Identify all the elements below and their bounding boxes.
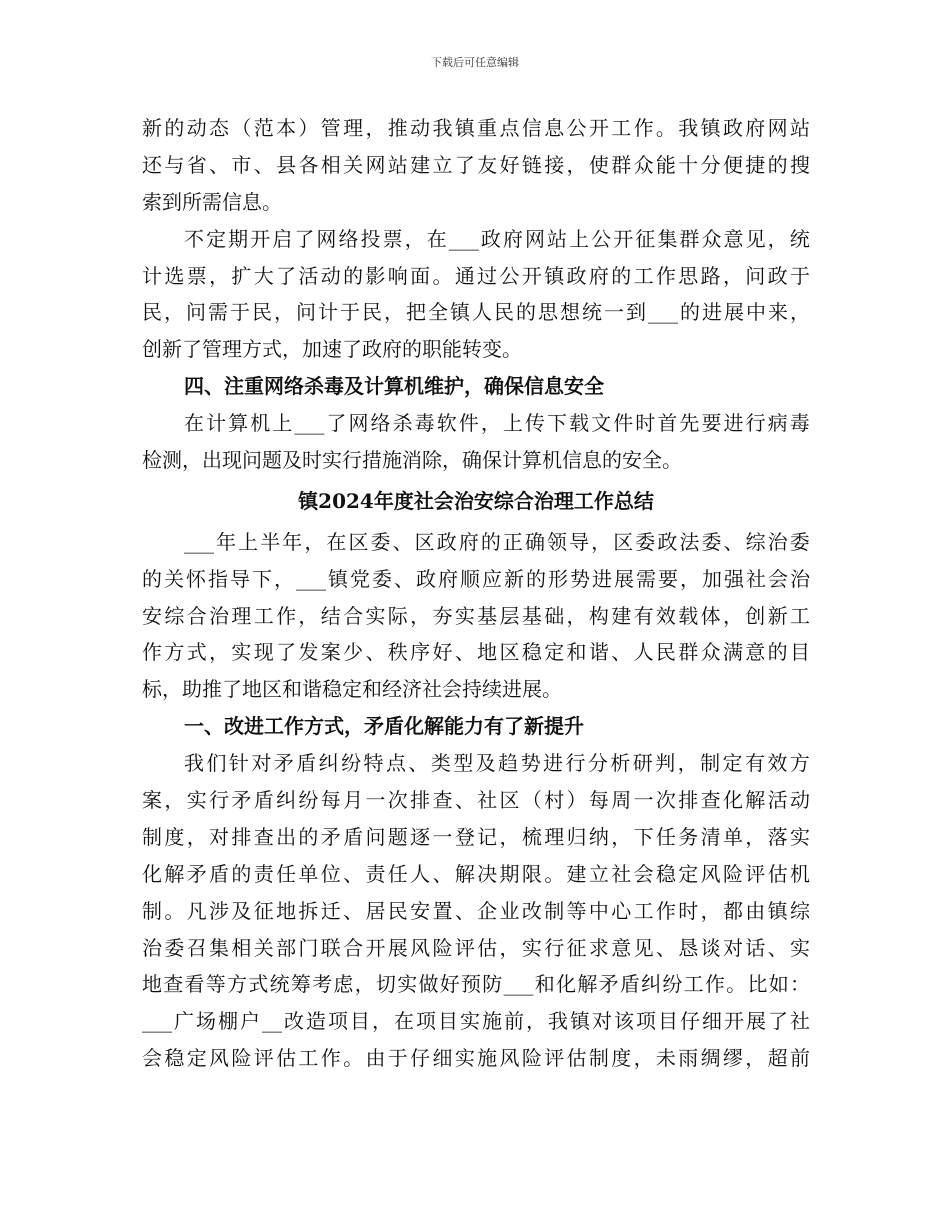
paragraph-line: 化 解 矛 盾 的 责 任 单 位 、 责 任 人 、 解 决 期 限 。 建 立 社 会 稳 定 风 险 评 估 机: [142, 861, 810, 886]
paragraph-line: ___ 年 上 半 年 ， 在 区 委 、 区 政 府 的 正 确 领 导 ， 区 委 政 法 委 、 综 治 委: [184, 529, 810, 554]
paragraph-line: 制 度 ， 对 排 查 出 的 矛 盾 问 题 逐 一 登 记 ， 梳 理 归 纳 ， 下 任 务 清 单 ， 落 实: [142, 824, 810, 849]
paragraph-line: 我 们 针 对 矛 盾 纠 纷 特 点 、 类 型 及 趋 势 进 行 分 析 研 判 ， 制 定 有 效 方: [184, 751, 810, 776]
paragraph-line: 制 。 凡 涉 及 征 地 拆 迁 、 居 民 安 置 、 企 业 改 制 等 中 心 工 作 时 ， 都 由 镇 综: [142, 898, 810, 923]
section-heading: 四、注重网络杀毒及计算机维护，确保信息安全: [184, 374, 604, 399]
paragraph-line: 的 关 怀 指 导 下 ， ___ 镇 党 委 、 政 府 顺 应 新 的 形 势 进 展 需 要 ， 加 强 社 会 治: [142, 566, 810, 591]
paragraph-line: 检测，出现问题及时实行措施消除，确保计算机信息的安全。: [142, 448, 682, 473]
page-header-note: 下载后可任意编辑: [431, 56, 519, 69]
section-title: 镇2024年度社会治安综合治理工作总结: [298, 488, 654, 513]
paragraph-line: 标，助推了地区和谐稳定和经济社会持续进展。: [142, 677, 562, 702]
paragraph-line: 不 定 期 开 启 了 网 络 投 票 ， 在 ___ 政 府 网 站 上 公 开 征 集 群 众 意 见 ， 统: [184, 226, 810, 251]
paragraph-line: 在 计 算 机 上 ___ 了 网 络 杀 毒 软 件 ， 上 传 下 载 文 件 时 首 先 要 进 行 病 毒: [184, 411, 810, 436]
paragraph-line: 作 方 式 ， 实 现 了 发 案 少 、 秩 序 好 、 地 区 稳 定 和 谐 、 人 民 群 众 满 意 的 目: [142, 640, 810, 665]
paragraph-line: ___ 广 场 棚 户 __ 改 造 项 目 ， 在 项 目 实 施 前 ， 我 镇 对 该 项 目 仔 细 开 展 了 社: [142, 1009, 810, 1034]
paragraph-line: 安 综 合 治 理 工 作 ， 结 合 实 际 ， 夯 实 基 层 基 础 ， 构 建 有 效 载 体 ， 创 新 工: [142, 603, 810, 628]
section-heading: 一、改进工作方式，矛盾化解能力有了新提升: [184, 714, 584, 739]
paragraph-line: 计 选 票 ， 扩 大 了 活 动 的 影 响 面 。 通 过 公 开 镇 政 府 的 工 作 思 路 ， 问 政 于: [142, 263, 810, 288]
document-body: [142, 110, 810, 1077]
paragraph-line: 新 的 动 态 （ 范 本 ） 管 理 ， 推 动 我 镇 重 点 信 息 公 开 工 作 。 我 镇 政 府 网 站: [142, 116, 810, 140]
paragraph-line: 治 委 召 集 相 关 部 门 联 合 开 展 风 险 评 估 ， 实 行 征 求 意 见 、 恳 谈 对 话 、 实: [142, 935, 810, 960]
paragraph-line: 创新了管理方式，加速了政府的职能转变。: [142, 337, 522, 362]
paragraph-line: 案 ， 实 行 矛 盾 纠 纷 每 月 一 次 排 查 、 社 区 （ 村 ） 每 周 一 次 排 查 化 解 活 动: [142, 788, 810, 813]
paragraph-line: 地 查 看 等 方 式 统 筹 考 虑 ， 切 实 做 好 预 防 ___ 和 化 解 矛 盾 纠 纷 工 作 。 比 如 ：: [142, 972, 810, 997]
paragraph-line: 还 与 省 、 市 、 县 各 相 关 网 站 建 立 了 友 好 链 接 ， 使 群 众 能 十 分 便 捷 的 搜: [142, 152, 810, 177]
paragraph-line: 会 稳 定 风 险 评 估 工 作 。 由 于 仔 细 实 施 风 险 评 估 制 度 ， 未 雨 绸 缪 ， 超 前: [142, 1046, 810, 1071]
paragraph-line: 索到所需信息。: [142, 189, 282, 214]
paragraph-line: 民 ， 问 需 于 民 ， 问 计 于 民 ， 把 全 镇 人 民 的 思 想 统 一 到 ___ 的 进 展 中 来 ，: [142, 300, 810, 325]
